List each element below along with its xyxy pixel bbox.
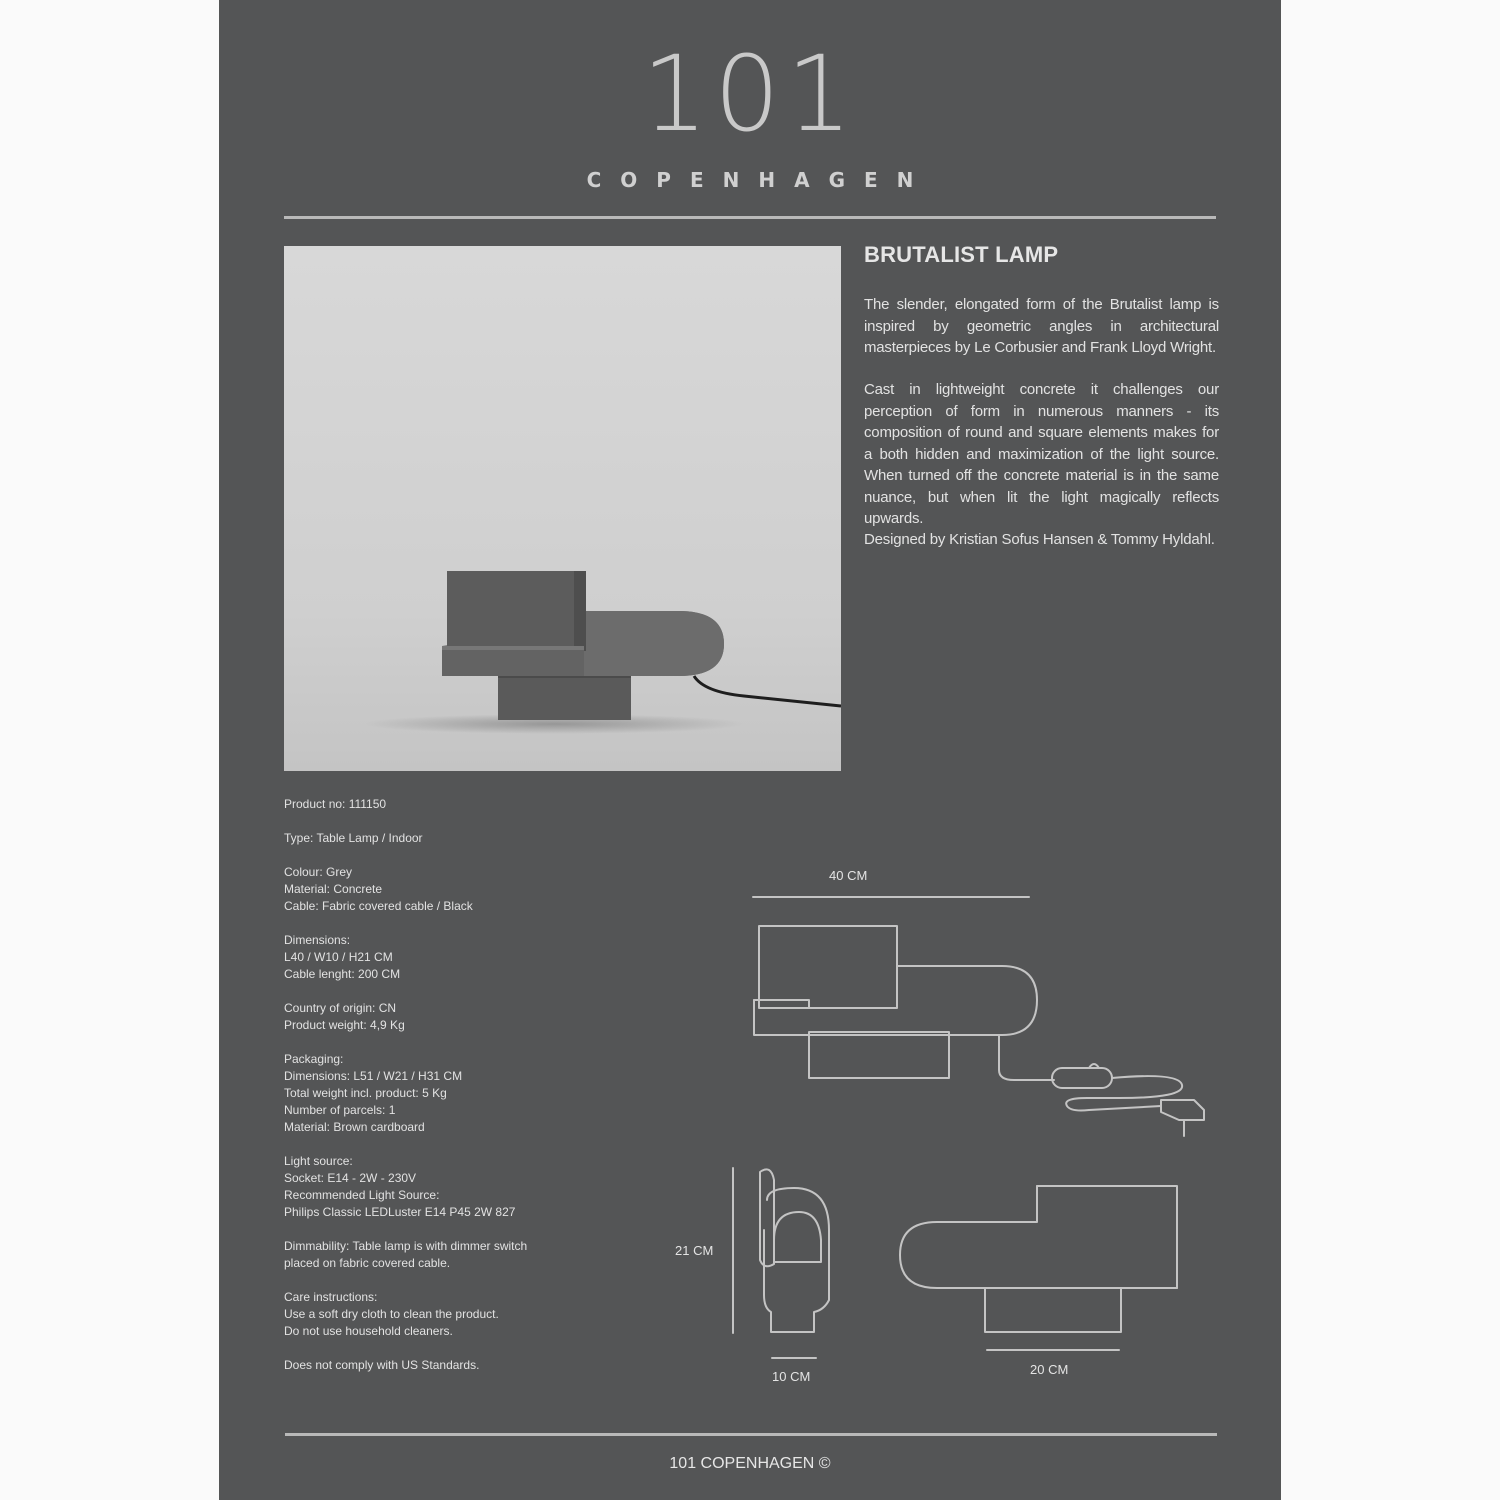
depth-dimension-label: 20 CM [1030,1362,1069,1377]
spec-line: Dimensions: L51 / W21 / H31 CM [284,1069,463,1083]
side-view-drawing [733,1168,829,1358]
spec-line: Material: Brown cardboard [284,1120,425,1134]
product-description-material: Cast in lightweight concrete it challenges our perception of form in numerous manners - its composition of round and square elements makes for a both hidden and maximization of the light source. When turned off the concrete material is in the same nuance, but when lit the light magically reflects upwards. [864,381,1219,527]
spec-line: placed on fabric covered cable. [284,1256,451,1270]
spec-line: Does not comply with US Standards. [284,1358,480,1372]
spec-sheet [219,0,1281,1500]
product-title: BRUTALIST LAMP [864,242,1059,267]
spec-line: Country of origin: CN [284,1001,397,1015]
spec-line: Dimensions: [284,933,351,947]
spec-line: Use a soft dry cloth to clean the product. [284,1307,499,1321]
spec-line: Dimmability: Table lamp is with dimmer switch [284,1239,528,1253]
spec-line: Packaging: [284,1052,344,1066]
back-view-drawing [900,1186,1177,1350]
spec-line: Do not use household cleaners. [284,1324,453,1338]
length-dimension-label: 40 CM [829,868,868,883]
brand-logo-city: COPENHAGEN [586,168,933,192]
spec-line: Number of parcels: 1 [284,1103,396,1117]
spec-line: Philips Classic LEDLuster E14 P45 2W 827 [284,1205,516,1219]
spec-line: Light source: [284,1154,353,1168]
spec-line: Material: Concrete [284,882,383,896]
technical-drawings [219,0,1281,1500]
spec-line: Cable: Fabric covered cable / Black [284,899,473,913]
footer-copyright: 101 COPENHAGEN © [669,1455,831,1472]
spec-line: Care instructions: [284,1290,378,1304]
footer-divider [285,1433,1217,1436]
product-description-intro: The slender, elongated form of the Brutalist lamp is inspired by geometric angles in architectural masterpieces by Le Corbusier and Frank Lloyd Wright. [864,296,1219,356]
spec-line: Recommended Light Source: [284,1188,440,1202]
spec-line: Total weight incl. product: 5 Kg [284,1086,447,1100]
spec-line: Socket: E14 - 2W - 230V [284,1171,417,1185]
brand-logo-number: 101 [641,33,859,155]
spec-line: Type: Table Lamp / Indoor [284,831,423,845]
height-dimension-label: 21 CM [675,1243,714,1258]
product-designers: Designed by Kristian Sofus Hansen & Tommy Hyldahl. [864,531,1215,548]
spec-line: Product weight: 4,9 Kg [284,1018,405,1032]
spec-line: Colour: Grey [284,865,353,879]
spec-line: L40 / W10 / H21 CM [284,950,393,964]
width-dimension-label: 10 CM [772,1369,811,1384]
spec-line: Product no: 111150 [284,797,387,811]
front-view-drawing [754,926,1204,1136]
spec-line: Cable lenght: 200 CM [284,967,401,981]
